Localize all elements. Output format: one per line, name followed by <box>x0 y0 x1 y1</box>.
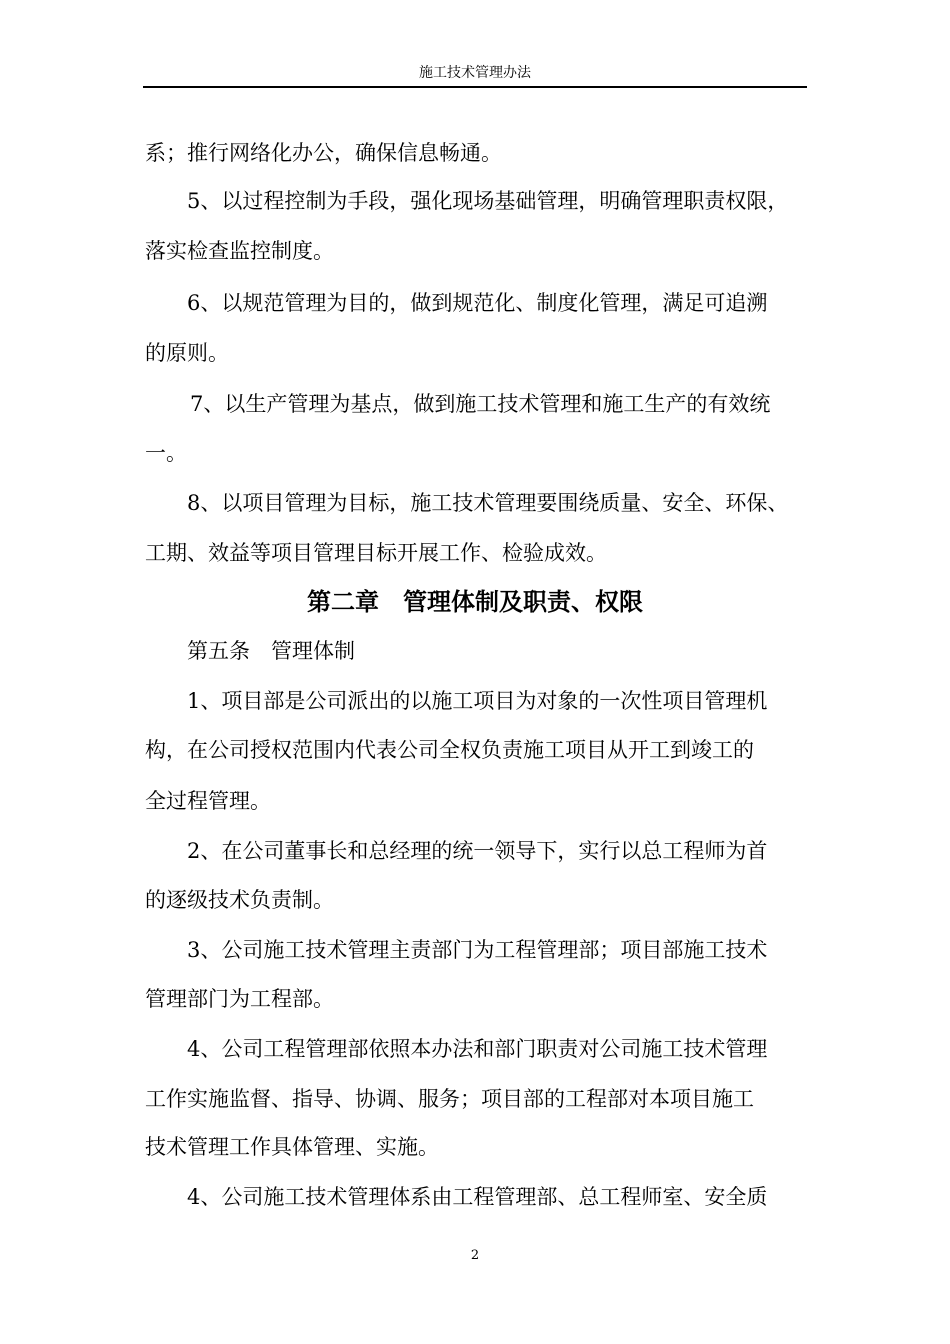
paragraph-line: 1、项目部是公司派出的以施工项目为对象的一次性项目管理机 <box>187 689 768 713</box>
paragraph-line: 的逐级技术负责制。 <box>145 888 334 912</box>
paragraph-line: 构，在公司授权范围内代表公司全权负责施工项目从开工到竣工的 <box>145 738 754 762</box>
article-heading: 第五条 管理体制 <box>187 639 355 663</box>
page-header-title: 施工技术管理办法 <box>419 65 531 81</box>
paragraph-line: 8、以项目管理为目标，施工技术管理要围绕质量、安全、环保、 <box>187 491 789 515</box>
paragraph-line: 3、公司施工技术管理主责部门为工程管理部；项目部施工技术 <box>187 938 768 962</box>
paragraph-line: 全过程管理。 <box>145 789 271 813</box>
paragraph-line: 工期、效益等项目管理目标开展工作、检验成效。 <box>145 541 607 565</box>
page-number: 2 <box>470 1248 480 1263</box>
paragraph-line: 工作实施监督、指导、协调、服务；项目部的工程部对本项目施工 <box>145 1087 754 1111</box>
paragraph-line: 2、在公司董事长和总经理的统一领导下，实行以总工程师为首 <box>187 839 768 863</box>
chapter-heading: 第二章 管理体制及职责、权限 <box>307 588 643 616</box>
paragraph-line: 7、以生产管理为基点，做到施工技术管理和施工生产的有效统 <box>190 392 771 416</box>
paragraph-line: 系；推行网络化办公，确保信息畅通。 <box>145 141 502 165</box>
paragraph-line: 4、公司施工技术管理体系由工程管理部、总工程师室、安全质 <box>187 1185 768 1209</box>
paragraph-line: 落实检查监控制度。 <box>145 239 334 263</box>
paragraph-line: 5、以过程控制为手段，强化现场基础管理，明确管理职责权限， <box>187 189 789 213</box>
paragraph-line: 技术管理工作具体管理、实施。 <box>145 1135 439 1159</box>
paragraph-line: 4、公司工程管理部依照本办法和部门职责对公司施工技术管理 <box>187 1037 768 1061</box>
paragraph-line: 一。 <box>145 441 187 465</box>
paragraph-line: 管理部门为工程部。 <box>145 987 334 1011</box>
paragraph-line: 的原则。 <box>145 341 229 365</box>
header-divider <box>143 86 807 88</box>
paragraph-line: 6、以规范管理为目的，做到规范化、制度化管理，满足可追溯 <box>187 291 768 315</box>
